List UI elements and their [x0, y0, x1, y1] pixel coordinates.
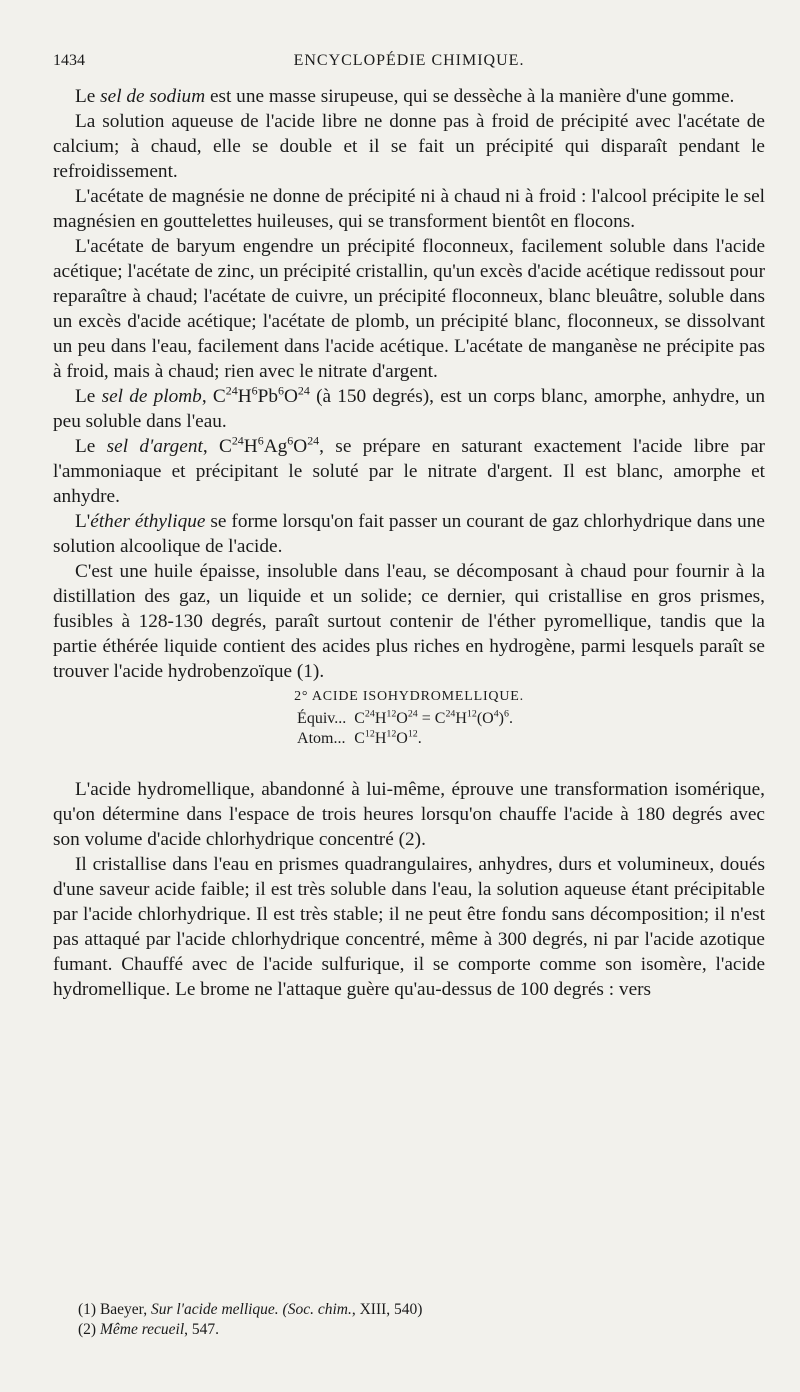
superscript: 12 [364, 728, 375, 740]
text-run: Le [75, 436, 107, 457]
superscript: 6 [504, 708, 509, 720]
italic-text: sel de plomb [101, 386, 202, 407]
text-run: O [293, 436, 308, 457]
formula-value [354, 709, 521, 729]
paragraph [53, 184, 765, 234]
text-run: (2) [78, 1321, 100, 1338]
text-run: C'est une huile épaisse, insoluble dans l'eau, se décomposant à chaud pour fournir à la distillation des gaz, un liquide et un solide; ce dernier, qui cristallise en gros prismes, fusibles à 128-130 degrés, paraît surtout contenir de l'éther pyromellique, tandis que la partie éthérée liquide contient des acides plus riches en hydrogène, parmi lesquels paraît se trouver l'acide hydrobenzoïque (1). [53, 561, 765, 682]
formula-block [53, 709, 765, 749]
text-run: Pb [257, 386, 278, 407]
paragraph [53, 434, 765, 509]
formula-row [297, 709, 521, 729]
text-run: C [354, 730, 365, 747]
superscript: 6 [277, 383, 284, 398]
page-number: 1434 [53, 52, 85, 69]
text-run: C [354, 710, 365, 727]
text-run: (à 150 degrés), est un corps blanc, amorphe, anhydre, un peu soluble dans l'eau. [53, 386, 766, 432]
text-run: Il cristallise dans l'eau en prismes quadrangulaires, anhydres, durs et volumineux, doués d'une saveur acide faible; il est très soluble dans l'eau, la solution aqueuse étant précipitable par l'acide chlorhydrique. Il est très stable; il ne peut être fondu sans décomposition; il n'est pas attaqué par l'acide chlorhydrique concentré, même à 300 degrés, ni par l'acide azotique fumant. Chauffé avec de l'acide sulfurique, il se comporte comme son isomère, l'acide hydromellique. Le brome ne l'attaque guère qu'au-dessus de 100 degrés : vers [53, 854, 765, 1000]
italic-text: éther éthylique [90, 511, 206, 532]
text-run: H [237, 386, 252, 407]
italic-text: Sur l'acide mellique. (Soc. chim. [150, 1301, 352, 1318]
paragraph [53, 777, 765, 852]
text-run: . [508, 710, 513, 727]
superscript: 4 [493, 708, 499, 720]
paragraph [53, 559, 765, 684]
italic-text: sel de sodium [100, 86, 206, 107]
superscript: 6 [287, 433, 294, 448]
superscript: 24 [307, 433, 320, 448]
paragraph [53, 84, 765, 109]
paragraph [53, 109, 765, 184]
text-run: se forme lorsqu'on fait passer un courant de gaz chlorhydrique dans une solution alcoolique de l'acide. [53, 511, 765, 557]
formula-value [354, 729, 521, 749]
text-run: , XIII, 540) [351, 1301, 423, 1318]
paragraph-group-1 [53, 84, 765, 684]
text-run: O [396, 730, 408, 747]
text-run: , se prépare en saturant exactement l'acide libre par l'ammoniaque et précipitant le soluté par le nitrate d'argent. Il est blanc, amorphe et anhydre. [53, 436, 765, 507]
text-run: L'acétate de baryum engendre un précipité floconneux, facilement soluble dans l'acide acétique; l'acétate de zinc, un précipité cristallin, qu'un excès d'acide acétique redissout pour reparaître à chaud; l'acétate de cuivre, un précipité floconneux, blanc bleuâtre, soluble dans un excès d'acide acétique; l'acétate de plomb, un précipité blanc, floconneux, se dissolvant un peu dans l'eau, facilement dans l'acide acétique. L'acétate de manganèse ne précipite pas à froid, mais à chaud; rien avec le nitrate d'argent. [53, 236, 765, 382]
text-run: Ag [263, 436, 288, 457]
formula-label: Atom... [297, 730, 346, 747]
superscript: 12 [466, 708, 477, 720]
superscript: 6 [257, 433, 264, 448]
italic-text: Même recueil [99, 1321, 185, 1338]
text-run: Le [75, 386, 102, 407]
text-run: Le [75, 86, 101, 107]
superscript: 24 [297, 383, 310, 398]
formula-table [297, 709, 521, 749]
paragraph-group-2 [53, 777, 765, 1002]
superscript: 6 [251, 383, 258, 398]
paragraph [53, 509, 765, 559]
text-run: H [374, 730, 387, 747]
text-run: , C [202, 436, 232, 457]
text-run: , 547. [184, 1321, 220, 1338]
paragraph [53, 234, 765, 384]
paragraph [53, 852, 765, 1002]
footnotes [78, 1300, 768, 1340]
formula-row [297, 729, 521, 749]
superscript: 12 [386, 708, 397, 720]
italic-text: sel d'argent [106, 436, 203, 457]
superscript: 24 [225, 383, 238, 398]
footnote [78, 1300, 768, 1320]
footnote [78, 1320, 768, 1340]
superscript: 24 [445, 708, 456, 720]
text-run: H [243, 436, 258, 457]
body-text [53, 84, 765, 1002]
text-run: L'acide hydromellique, abandonné à lui-même, éprouve une transformation isomérique, qu'on détermine dans l'espace de trois heures lorsqu'on chauffe l'acide à 180 degrés avec son volume d'acide chlorhydrique concentré (2). [53, 779, 765, 850]
text-run: La solution aqueuse de l'acide libre ne donne pas à froid de précipité avec l'acétate de calcium; à chaud, elle se double et il se fait un précipité qui disparaît pendant le refroidissement. [53, 111, 765, 182]
section-title: 2° ACIDE ISOHYDROMELLIQUE. [294, 689, 524, 704]
superscript: 12 [386, 728, 397, 740]
superscript: 24 [364, 708, 375, 720]
paragraph [53, 384, 765, 434]
text-run: O [283, 386, 298, 407]
text-run: , C [201, 386, 226, 407]
superscript: 12 [407, 728, 418, 740]
formula-label: Équiv... [297, 710, 347, 727]
text-run: O [396, 710, 408, 727]
text-run: ) [498, 710, 504, 727]
superscript: 24 [407, 708, 418, 720]
text-run: L' [75, 511, 91, 532]
text-run: . [417, 730, 422, 747]
text-run: (1) Baeyer, [78, 1301, 151, 1318]
text-run: est une masse sirupeuse, qui se dessèche à la manière d'une gomme. [205, 86, 735, 107]
text-run: (O [476, 710, 494, 727]
page-header [53, 52, 765, 80]
text-run: H [374, 710, 387, 727]
superscript: 24 [231, 433, 244, 448]
text-run: = C [417, 710, 446, 727]
text-run: H [455, 710, 467, 727]
text-run: L'acétate de magnésie ne donne de précipité ni à chaud ni à froid : l'alcool précipite le sel magnésien en gouttelettes huileuses, qui se transforment bientôt en flocons. [53, 186, 765, 232]
running-title: ENCYCLOPÉDIE CHIMIQUE. [293, 52, 525, 69]
